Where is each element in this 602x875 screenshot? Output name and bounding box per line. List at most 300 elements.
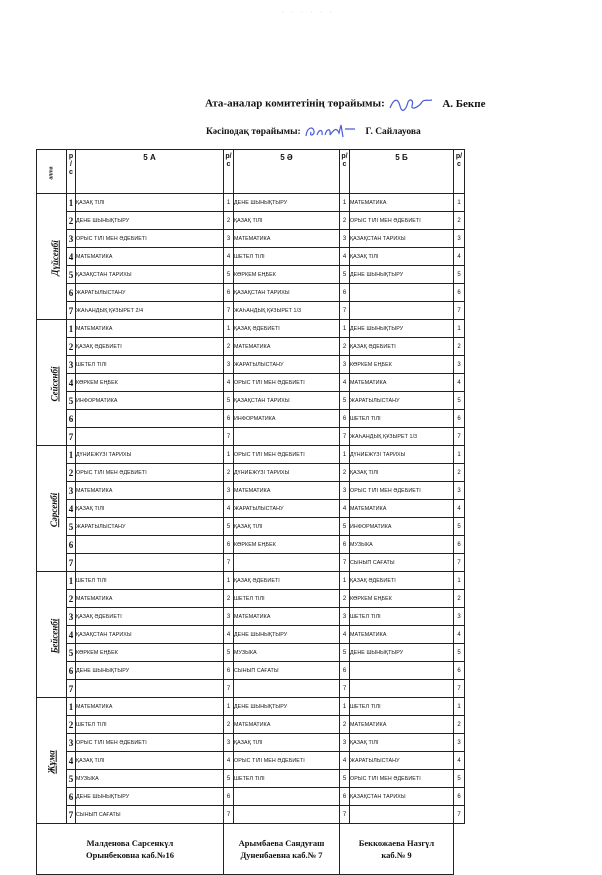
table-row [37,662,465,680]
table-row [37,482,465,500]
lesson-number-5b: 4 [340,626,350,644]
subject-5b: ҚАЗАҚ ТІЛІ [350,464,454,482]
subject-5a [76,410,224,428]
lesson-number-end: 6 [454,788,465,806]
teachers-row [37,824,465,875]
lesson-number-end: 7 [454,806,465,824]
lesson-number: 1 [67,572,76,590]
lesson-number: 5 [67,392,76,410]
lesson-number-end: 6 [454,662,465,680]
table-row [37,194,465,212]
lesson-number-5b: 6 [340,536,350,554]
lesson-number-5b: 1 [340,572,350,590]
subject-5a: ҚАЗАҚ ӘДЕБИЕТІ [76,608,224,626]
table-row [37,302,465,320]
subject-5b: СЫНЫП САҒАТЫ [350,554,454,572]
table-row [37,644,465,662]
lesson-number-5ae: 3 [224,482,234,500]
subject-5ae: ДЕНЕ ШЫНЫҚТЫРУ [234,698,340,716]
table-row [37,356,465,374]
subject-5a: ШЕТЕЛ ТІЛІ [76,716,224,734]
subject-5b [350,302,454,320]
lesson-number-5ae: 5 [224,644,234,662]
table-header-row [37,150,465,194]
subject-5a: МАТЕМАТИКА [76,698,224,716]
day-name: Бейсенбі [49,618,60,653]
day-label [37,194,67,320]
lesson-number-end: 7 [454,302,465,320]
table-row [37,392,465,410]
table-row [37,680,465,698]
subject-5a: ДЕНЕ ШЫНЫҚТЫРУ [76,788,224,806]
lesson-number-5b: 1 [340,194,350,212]
signature-title: Кәсіподақ төрайымы: [206,127,301,138]
lesson-number-5ae: 1 [224,572,234,590]
table-row [37,374,465,392]
subject-5ae [234,806,340,824]
subject-5a: ДЕНЕ ШЫНЫҚТЫРУ [76,212,224,230]
lesson-number-5b: 5 [340,266,350,284]
table-row [37,212,465,230]
subject-5a: ҚАЗАҚ ТІЛІ [76,194,224,212]
lesson-number: 7 [67,680,76,698]
lesson-number-5ae: 6 [224,788,234,806]
lesson-number-5b: 3 [340,734,350,752]
teacher-line: Малденова Сарсенкүл [86,838,174,848]
subject-5ae: ҚАЗАҚ ТІЛІ [234,518,340,536]
lesson-number-5b: 5 [340,392,350,410]
subject-5b: МАТЕМАТИКА [350,194,454,212]
lesson-number: 1 [67,698,76,716]
subject-5b: ҚАЗАҚСТАН ТАРИХЫ [350,230,454,248]
lesson-number-5ae: 4 [224,626,234,644]
lesson-number: 4 [67,374,76,392]
lesson-number-5b: 4 [340,500,350,518]
day-name: Жұма [46,749,57,774]
lesson-number: 6 [67,788,76,806]
lesson-number: 4 [67,752,76,770]
subject-5ae: ШЕТЕЛ ТІЛІ [234,590,340,608]
lesson-number: 5 [67,518,76,536]
lesson-number: 3 [67,230,76,248]
lesson-number-end: 4 [454,248,465,266]
teacher-line: каб.№ 9 [381,850,412,860]
lesson-number: 2 [67,338,76,356]
lesson-number-5b: 5 [340,770,350,788]
subject-5b: МАТЕМАТИКА [350,626,454,644]
subject-5a: МАТЕМАТИКА [76,482,224,500]
lesson-number-end: 4 [454,500,465,518]
lesson-number: 6 [67,536,76,554]
table-row [37,230,465,248]
subject-5ae: ОРЫС ТІЛІ МЕН ӘДЕБИЕТІ [234,374,340,392]
lesson-number-5ae: 3 [224,608,234,626]
lesson-number-5b: 2 [340,464,350,482]
signature-scribble-icon [303,123,357,141]
lesson-number-5ae: 3 [224,230,234,248]
subject-5ae: ҚАЗАҚ ӘДЕБИЕТІ [234,320,340,338]
lesson-number-5b: 3 [340,482,350,500]
lesson-number-end: 1 [454,194,465,212]
subject-5b [350,680,454,698]
subject-5ae: ЖАҺАНДЫҚ ҚҰЗЫРЕТ 1/3 [234,302,340,320]
lesson-number-5b: 7 [340,806,350,824]
subject-5a: ОРЫС ТІЛІ МЕН ӘДЕБИЕТІ [76,230,224,248]
subject-5ae: КӨРКЕМ ЕҢБЕК [234,266,340,284]
lesson-number-5ae: 1 [224,194,234,212]
subject-5a: ДЕНЕ ШЫНЫҚТЫРУ [76,662,224,680]
table-row [37,788,465,806]
subject-5a: ДҮНИЕЖҮЗІ ТАРИХЫ [76,446,224,464]
table-row [37,446,465,464]
lesson-number: 2 [67,212,76,230]
lesson-number-end: 5 [454,644,465,662]
lesson-number-5ae: 4 [224,752,234,770]
table-row [37,608,465,626]
subject-5ae: МАТЕМАТИКА [234,338,340,356]
lesson-number-5ae: 6 [224,662,234,680]
lesson-number-5ae: 4 [224,374,234,392]
subject-5b: ЖАРАТЫЛЫСТАНУ [350,752,454,770]
lesson-number-5b: 7 [340,302,350,320]
day-label [37,446,67,572]
lesson-number-5ae: 2 [224,590,234,608]
subject-5b: ҚАЗАҚ ӘДЕБИЕТІ [350,338,454,356]
lesson-number-5ae: 1 [224,698,234,716]
table-row [37,536,465,554]
lesson-number: 4 [67,626,76,644]
subject-5b [350,806,454,824]
lesson-number-end: 4 [454,752,465,770]
lesson-number-5b: 4 [340,752,350,770]
lesson-number: 5 [67,770,76,788]
lesson-number-end: 6 [454,284,465,302]
room-number-header: р/ с [340,150,350,194]
subject-5ae: ДЕНЕ ШЫНЫҚТЫРУ [234,194,340,212]
subject-5a [76,554,224,572]
subject-5b [350,662,454,680]
room-number-header: р/ с [224,150,234,194]
subject-5ae: ШЕТЕЛ ТІЛІ [234,248,340,266]
lesson-number-5b: 7 [340,554,350,572]
lesson-number-5ae: 6 [224,536,234,554]
subject-5b: ДЕНЕ ШЫНЫҚТЫРУ [350,320,454,338]
subject-5ae: ОРЫС ТІЛІ МЕН ӘДЕБИЕТІ [234,446,340,464]
lesson-number: 4 [67,248,76,266]
subject-5b: ИНФОРМАТИКА [350,518,454,536]
subject-5b: ШЕТЕЛ ТІЛІ [350,608,454,626]
lesson-number-end: 5 [454,392,465,410]
lesson-number: 2 [67,590,76,608]
subject-5b: КӨРКЕМ ЕҢБЕК [350,590,454,608]
table-row [37,590,465,608]
lesson-number-5b: 4 [340,374,350,392]
subject-5ae: ҚАЗАҚ ТІЛІ [234,734,340,752]
lesson-number-end: 3 [454,608,465,626]
table-row [37,248,465,266]
subject-5a: ҚАЗАҚ ТІЛІ [76,500,224,518]
teacher-line: Беккожаева Назгүл [358,838,435,848]
subject-5ae: ДЕНЕ ШЫНЫҚТЫРУ [234,626,340,644]
class-teacher [224,824,340,875]
lesson-number-5b: 3 [340,230,350,248]
class-5b-header: 5 Б [350,150,454,194]
lesson-number-end: 7 [454,428,465,446]
teacher-line: Орынбековна каб.№16 [86,850,174,860]
lesson-number-end: 2 [454,212,465,230]
lesson-number-end: 1 [454,698,465,716]
subject-5ae [234,680,340,698]
subject-5ae: МАТЕМАТИКА [234,608,340,626]
lesson-number-end: 7 [454,554,465,572]
signature-name: Г. Сайлауова [365,127,421,138]
lesson-number-5b: 1 [340,446,350,464]
table-row [37,734,465,752]
subject-5a: ҚАЗАҚСТАН ТАРИХЫ [76,626,224,644]
signature-name: А. Бекпе [442,97,486,110]
subject-5a: ҚАЗАҚ ТІЛІ [76,752,224,770]
lesson-number-5ae: 7 [224,806,234,824]
lesson-number-end: 2 [454,716,465,734]
lesson-number-5ae: 7 [224,428,234,446]
lesson-number: 3 [67,734,76,752]
lesson-number-5b: 6 [340,284,350,302]
subject-5ae [234,788,340,806]
subject-5b: МАТЕМАТИКА [350,716,454,734]
lesson-number-5b: 4 [340,248,350,266]
class-teacher [340,824,454,875]
lesson-number-5ae: 3 [224,356,234,374]
subject-5ae: ИНФОРМАТИКА [234,410,340,428]
subject-5b: МАТЕМАТИКА [350,500,454,518]
lesson-number: 4 [67,500,76,518]
subject-5ae: СЫНЫП САҒАТЫ [234,662,340,680]
subject-5ae: ҚАЗАҚ ӘДЕБИЕТІ [234,572,340,590]
lesson-number: 7 [67,554,76,572]
table-row [37,428,465,446]
subject-5ae: ОРЫС ТІЛІ МЕН ӘДЕБИЕТІ [234,752,340,770]
subject-5a: ҚАЗАҚСТАН ТАРИХЫ [76,266,224,284]
subject-5ae: МАТЕМАТИКА [234,482,340,500]
subject-5b: ДҮНИЕЖҮЗІ ТАРИХЫ [350,446,454,464]
lesson-number-end: 7 [454,680,465,698]
day-label [37,320,67,446]
table-row [37,410,465,428]
lesson-number: 2 [67,716,76,734]
subject-5b: ДЕНЕ ШЫНЫҚТЫРУ [350,266,454,284]
lesson-number-end: 4 [454,626,465,644]
lesson-number-end: 5 [454,770,465,788]
lesson-number: 7 [67,302,76,320]
table-row [37,266,465,284]
lesson-number-end: 3 [454,356,465,374]
subject-5b: ЖАҺАНДЫҚ ҚҰЗЫРЕТ 1/3 [350,428,454,446]
lesson-number-5ae: 7 [224,302,234,320]
lesson-number-5b: 3 [340,608,350,626]
day-label [37,572,67,698]
lesson-number-5b: 7 [340,428,350,446]
lesson-number-end: 6 [454,536,465,554]
subject-5a: КӨРКЕМ ЕҢБЕК [76,374,224,392]
lesson-number: 7 [67,806,76,824]
subject-5ae: ЖАРАТЫЛЫСТАНУ [234,500,340,518]
subject-5a [76,536,224,554]
lesson-number-5b: 5 [340,644,350,662]
lesson-number-5ae: 6 [224,410,234,428]
subject-5a [76,680,224,698]
lesson-number-end: 1 [454,320,465,338]
subject-5b: ҚАЗАҚ ТІЛІ [350,734,454,752]
lesson-number-5ae: 4 [224,500,234,518]
subject-5a: ШЕТЕЛ ТІЛІ [76,356,224,374]
lesson-number-5ae: 5 [224,770,234,788]
table-row [37,338,465,356]
subject-5b: ОРЫС ТІЛІ МЕН ӘДЕБИЕТІ [350,212,454,230]
lesson-number-5b: 1 [340,698,350,716]
lesson-number-end: 6 [454,410,465,428]
lesson-number-5ae: 1 [224,320,234,338]
union-signature [206,123,421,141]
lesson-number: 5 [67,266,76,284]
subject-5a [76,428,224,446]
lesson-number: 1 [67,194,76,212]
subject-5a: МАТЕМАТИКА [76,320,224,338]
subject-5b: ДЕНЕ ШЫНЫҚТЫРУ [350,644,454,662]
lesson-number-end: 2 [454,338,465,356]
lesson-number-5b: 3 [340,356,350,374]
subject-5ae: ЖАРАТЫЛЫСТАНУ [234,356,340,374]
class-teacher [37,824,224,875]
class-5ae-header: 5 Ә [234,150,340,194]
day-name: Сейсенбі [49,366,60,401]
table-row [37,770,465,788]
day-name: Сәрсенбі [49,492,60,527]
subject-5a: ҚАЗАҚ ӘДЕБИЕТІ [76,338,224,356]
subject-5ae: МАТЕМАТИКА [234,230,340,248]
subject-5ae: КӨРКЕМ ЕҢБЕК [234,536,340,554]
lesson-number-end: 3 [454,734,465,752]
lesson-number-header: р / с [67,150,76,194]
subject-5ae [234,554,340,572]
lesson-number-5ae: 2 [224,338,234,356]
subject-5b: ҚАЗАҚ ӘДЕБИЕТІ [350,572,454,590]
table-row [37,806,465,824]
lesson-number-5ae: 2 [224,464,234,482]
table-row [37,464,465,482]
lesson-number-end: 3 [454,230,465,248]
lesson-number: 3 [67,482,76,500]
lesson-number-end: 3 [454,482,465,500]
lesson-number: 1 [67,320,76,338]
subject-5a: ИНФОРМАТИКА [76,392,224,410]
subject-5b: МАТЕМАТИКА [350,374,454,392]
subject-5a: ШЕТЕЛ ТІЛІ [76,572,224,590]
lesson-number: 6 [67,410,76,428]
table-row [37,716,465,734]
lesson-number-5b: 6 [340,410,350,428]
lesson-number: 3 [67,356,76,374]
lesson-number-5ae: 3 [224,734,234,752]
table-row [37,626,465,644]
subject-5b: ШЕТЕЛ ТІЛІ [350,698,454,716]
table-row [37,500,465,518]
subject-5b: ШЕТЕЛ ТІЛІ [350,410,454,428]
day-label [37,698,67,824]
subject-5a: ОРЫС ТІЛІ МЕН ӘДЕБИЕТІ [76,464,224,482]
lesson-number-5b: 2 [340,338,350,356]
subject-5b: МУЗЫКА [350,536,454,554]
lesson-number: 7 [67,428,76,446]
subject-5a: ЖАРАТЫЛЫСТАНУ [76,518,224,536]
table-row [37,752,465,770]
lesson-number-5ae: 7 [224,554,234,572]
subject-5b: КӨРКЕМ ЕҢБЕК [350,356,454,374]
lesson-number-5ae: 4 [224,248,234,266]
lesson-number-5b: 7 [340,680,350,698]
subject-5b: ОРЫС ТІЛІ МЕН ӘДЕБИЕТІ [350,770,454,788]
table-row [37,320,465,338]
lesson-number-5b: 2 [340,212,350,230]
lesson-number: 6 [67,284,76,302]
lesson-number-5ae: 2 [224,716,234,734]
subject-5ae: МУЗЫКА [234,644,340,662]
lesson-number-5ae: 6 [224,284,234,302]
signature-title: Ата-аналар комитетінің төрайымы: [205,97,385,110]
subject-5b: ҚАЗАҚ ТІЛІ [350,248,454,266]
subject-5b: ОРЫС ТІЛІ МЕН ӘДЕБИЕТІ [350,482,454,500]
day-name: Дүйсенбі [49,239,60,276]
subject-5ae: ШЕТЕЛ ТІЛІ [234,770,340,788]
lesson-number-end: 5 [454,518,465,536]
lesson-number-5ae: 5 [224,518,234,536]
subject-5a: МАТЕМАТИКА [76,248,224,266]
lesson-number-end: 2 [454,464,465,482]
table-row [37,284,465,302]
lesson-number-5b: 6 [340,662,350,680]
subject-5a: ЖАҺАНДЫҚ ҚҰЗЫРЕТ 2/4 [76,302,224,320]
subject-5a: МУЗЫКА [76,770,224,788]
room-number-header: р/ с [454,150,465,194]
lesson-number-5ae: 5 [224,266,234,284]
subject-5a: КӨРКЕМ ЕҢБЕК [76,644,224,662]
subject-5ae: ҚАЗАҚСТАН ТАРИХЫ [234,284,340,302]
subject-5a: СЫНЫП САҒАТЫ [76,806,224,824]
lesson-number-end: 5 [454,266,465,284]
subject-5b [350,284,454,302]
class-5a-header: 5 А [76,150,224,194]
lesson-number-5b: 2 [340,716,350,734]
lesson-number: 5 [67,644,76,662]
day-column-header: апта [37,150,67,194]
table-row [37,518,465,536]
table-row [37,698,465,716]
subject-5b: ҚАЗАҚСТАН ТАРИХЫ [350,788,454,806]
lesson-number-end: 1 [454,572,465,590]
scan-artifact: · · · · · · [282,10,335,16]
lesson-number: 6 [67,662,76,680]
lesson-number-end: 2 [454,590,465,608]
subject-5a: ЖАРАТЫЛЫСТАНУ [76,284,224,302]
signature-scribble-icon [388,96,434,112]
lesson-number-5b: 1 [340,320,350,338]
subject-5a: МАТЕМАТИКА [76,590,224,608]
subject-5ae: ДҮНИЕЖҮЗІ ТАРИХЫ [234,464,340,482]
lesson-number: 3 [67,608,76,626]
parent-committee-signature [205,96,485,112]
subject-5a: ОРЫС ТІЛІ МЕН ӘДЕБИЕТІ [76,734,224,752]
lesson-number-5ae: 5 [224,392,234,410]
subject-5b: ЖАРАТЫЛЫСТАНУ [350,392,454,410]
